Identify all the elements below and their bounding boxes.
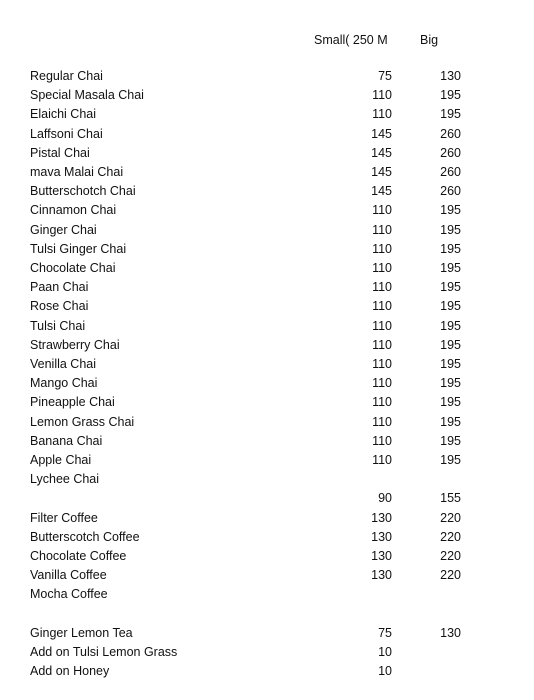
item-name: Filter Coffee [30,510,98,525]
item-name: Butterschotch Chai [30,184,136,199]
price-small: 145 [371,165,392,179]
item-name: Venilla Chai [30,357,97,371]
menu-row [0,357,534,376]
menu-row [0,453,534,472]
price-small: 110 [372,414,392,429]
price-big: 195 [440,280,461,295]
price-small: 110 [372,433,392,448]
menu-row [0,146,534,165]
menu-row [0,626,534,645]
item-name: Chocolate Coffee [30,549,127,563]
price-small: 110 [372,357,392,371]
price-small: 110 [372,280,392,295]
menu-row [0,88,534,107]
menu-row [0,645,534,664]
price-big: 195 [440,203,461,218]
menu-row [0,376,534,395]
menu-row [0,69,534,88]
price-small: 110 [372,203,392,218]
menu-row [0,299,534,318]
price-big: 260 [440,126,461,141]
price-big: 220 [440,549,461,563]
price-big: 130 [440,625,461,640]
menu-row [0,165,534,184]
price-big: 195 [440,261,461,275]
menu-row [0,203,534,222]
price-small: 75 [378,625,392,640]
item-name: Regular Chai [30,69,103,83]
menu-row [0,338,534,357]
price-small: 110 [372,107,392,122]
item-name: Add on Tulsi Lemon Grass [30,645,178,659]
item-name: Lemon Grass Chai [30,414,135,429]
price-small: 110 [372,318,392,333]
item-name: Strawberry Chai [30,337,120,352]
item-name: Lychee Chai [30,472,100,487]
column-header-small: Small( 250 M [314,33,388,47]
menu-row [0,607,534,626]
menu-row [0,587,534,606]
menu-row [0,319,534,338]
item-name: Pistal Chai [30,145,90,160]
menu-row [0,491,534,510]
price-big: 195 [440,414,461,429]
price-big: 220 [440,529,461,544]
menu-row [0,127,534,146]
price-small: 130 [371,568,392,583]
menu-row [0,223,534,242]
price-big: 195 [440,357,461,371]
item-name: Special Masala Chai [30,88,144,103]
menu-row [0,261,534,280]
menu-row [0,434,534,453]
price-small: 145 [371,126,392,141]
price-big: 195 [440,107,461,122]
price-small: 75 [378,69,392,83]
item-name: Elaichi Chai [30,107,97,122]
menu-row [0,395,534,414]
menu-row [0,415,534,434]
menu-row [0,107,534,126]
item-name: Add on Honey [30,664,110,679]
price-small: 110 [372,395,392,410]
price-big: 195 [440,222,461,237]
price-big: 260 [440,184,461,199]
item-name: Ginger Lemon Tea [30,625,133,640]
price-small: 110 [372,241,392,256]
price-small: 110 [372,299,392,314]
price-big: 195 [440,318,461,333]
price-small: 145 [371,145,392,160]
item-name: Paan Chai [30,280,89,295]
item-name: Laffsoni Chai [30,126,103,141]
price-small: 130 [371,529,392,544]
item-name: Rose Chai [30,299,89,314]
item-name: Cinnamon Chai [30,203,117,218]
menu-row [0,242,534,261]
item-name: Vanilla Coffee [30,568,107,583]
item-name: Ginger Chai [30,222,97,237]
price-big: 195 [440,376,461,391]
price-small: 110 [372,337,392,352]
item-name: Butterscotch Coffee [30,529,140,544]
price-big: 195 [440,241,461,256]
item-name: Mango Chai [30,376,98,391]
menu-row [0,511,534,530]
price-big: 220 [440,510,461,525]
menu-row [0,664,534,683]
menu-row [0,184,534,203]
item-name: Pineapple Chai [30,395,115,410]
menu-row [0,530,534,549]
menu-row [0,280,534,299]
menu-row [0,549,534,568]
price-small: 110 [372,376,392,391]
price-big: 130 [440,69,461,83]
menu-row [0,568,534,587]
price-small: 110 [372,453,392,467]
price-big: 220 [440,568,461,583]
price-small: 110 [372,261,392,275]
item-name: mava Malai Chai [30,165,124,179]
price-big: 195 [440,453,461,467]
price-big: 260 [440,145,461,160]
price-big: 195 [440,395,461,410]
price-small: 10 [378,645,392,659]
price-big: 195 [440,88,461,103]
price-big: 155 [440,491,461,506]
price-big: 195 [440,299,461,314]
price-small: 145 [371,184,392,199]
price-small: 110 [372,222,392,237]
price-big: 195 [440,433,461,448]
price-big: 195 [440,337,461,352]
item-name: Chocolate Chai [30,261,116,275]
price-small: 130 [371,510,392,525]
column-header-big: Big [420,33,439,47]
price-small: 90 [378,491,392,506]
price-small: 10 [378,664,392,679]
item-name: Tulsi Ginger Chai [30,241,127,256]
item-name: Banana Chai [30,433,103,448]
price-big: 260 [440,165,461,179]
item-name: Tulsi Chai [30,318,86,333]
menu-row [0,472,534,491]
price-small: 110 [372,88,392,103]
item-name: Apple Chai [30,453,92,467]
item-name: Mocha Coffee [30,587,108,602]
price-small: 130 [371,549,392,563]
